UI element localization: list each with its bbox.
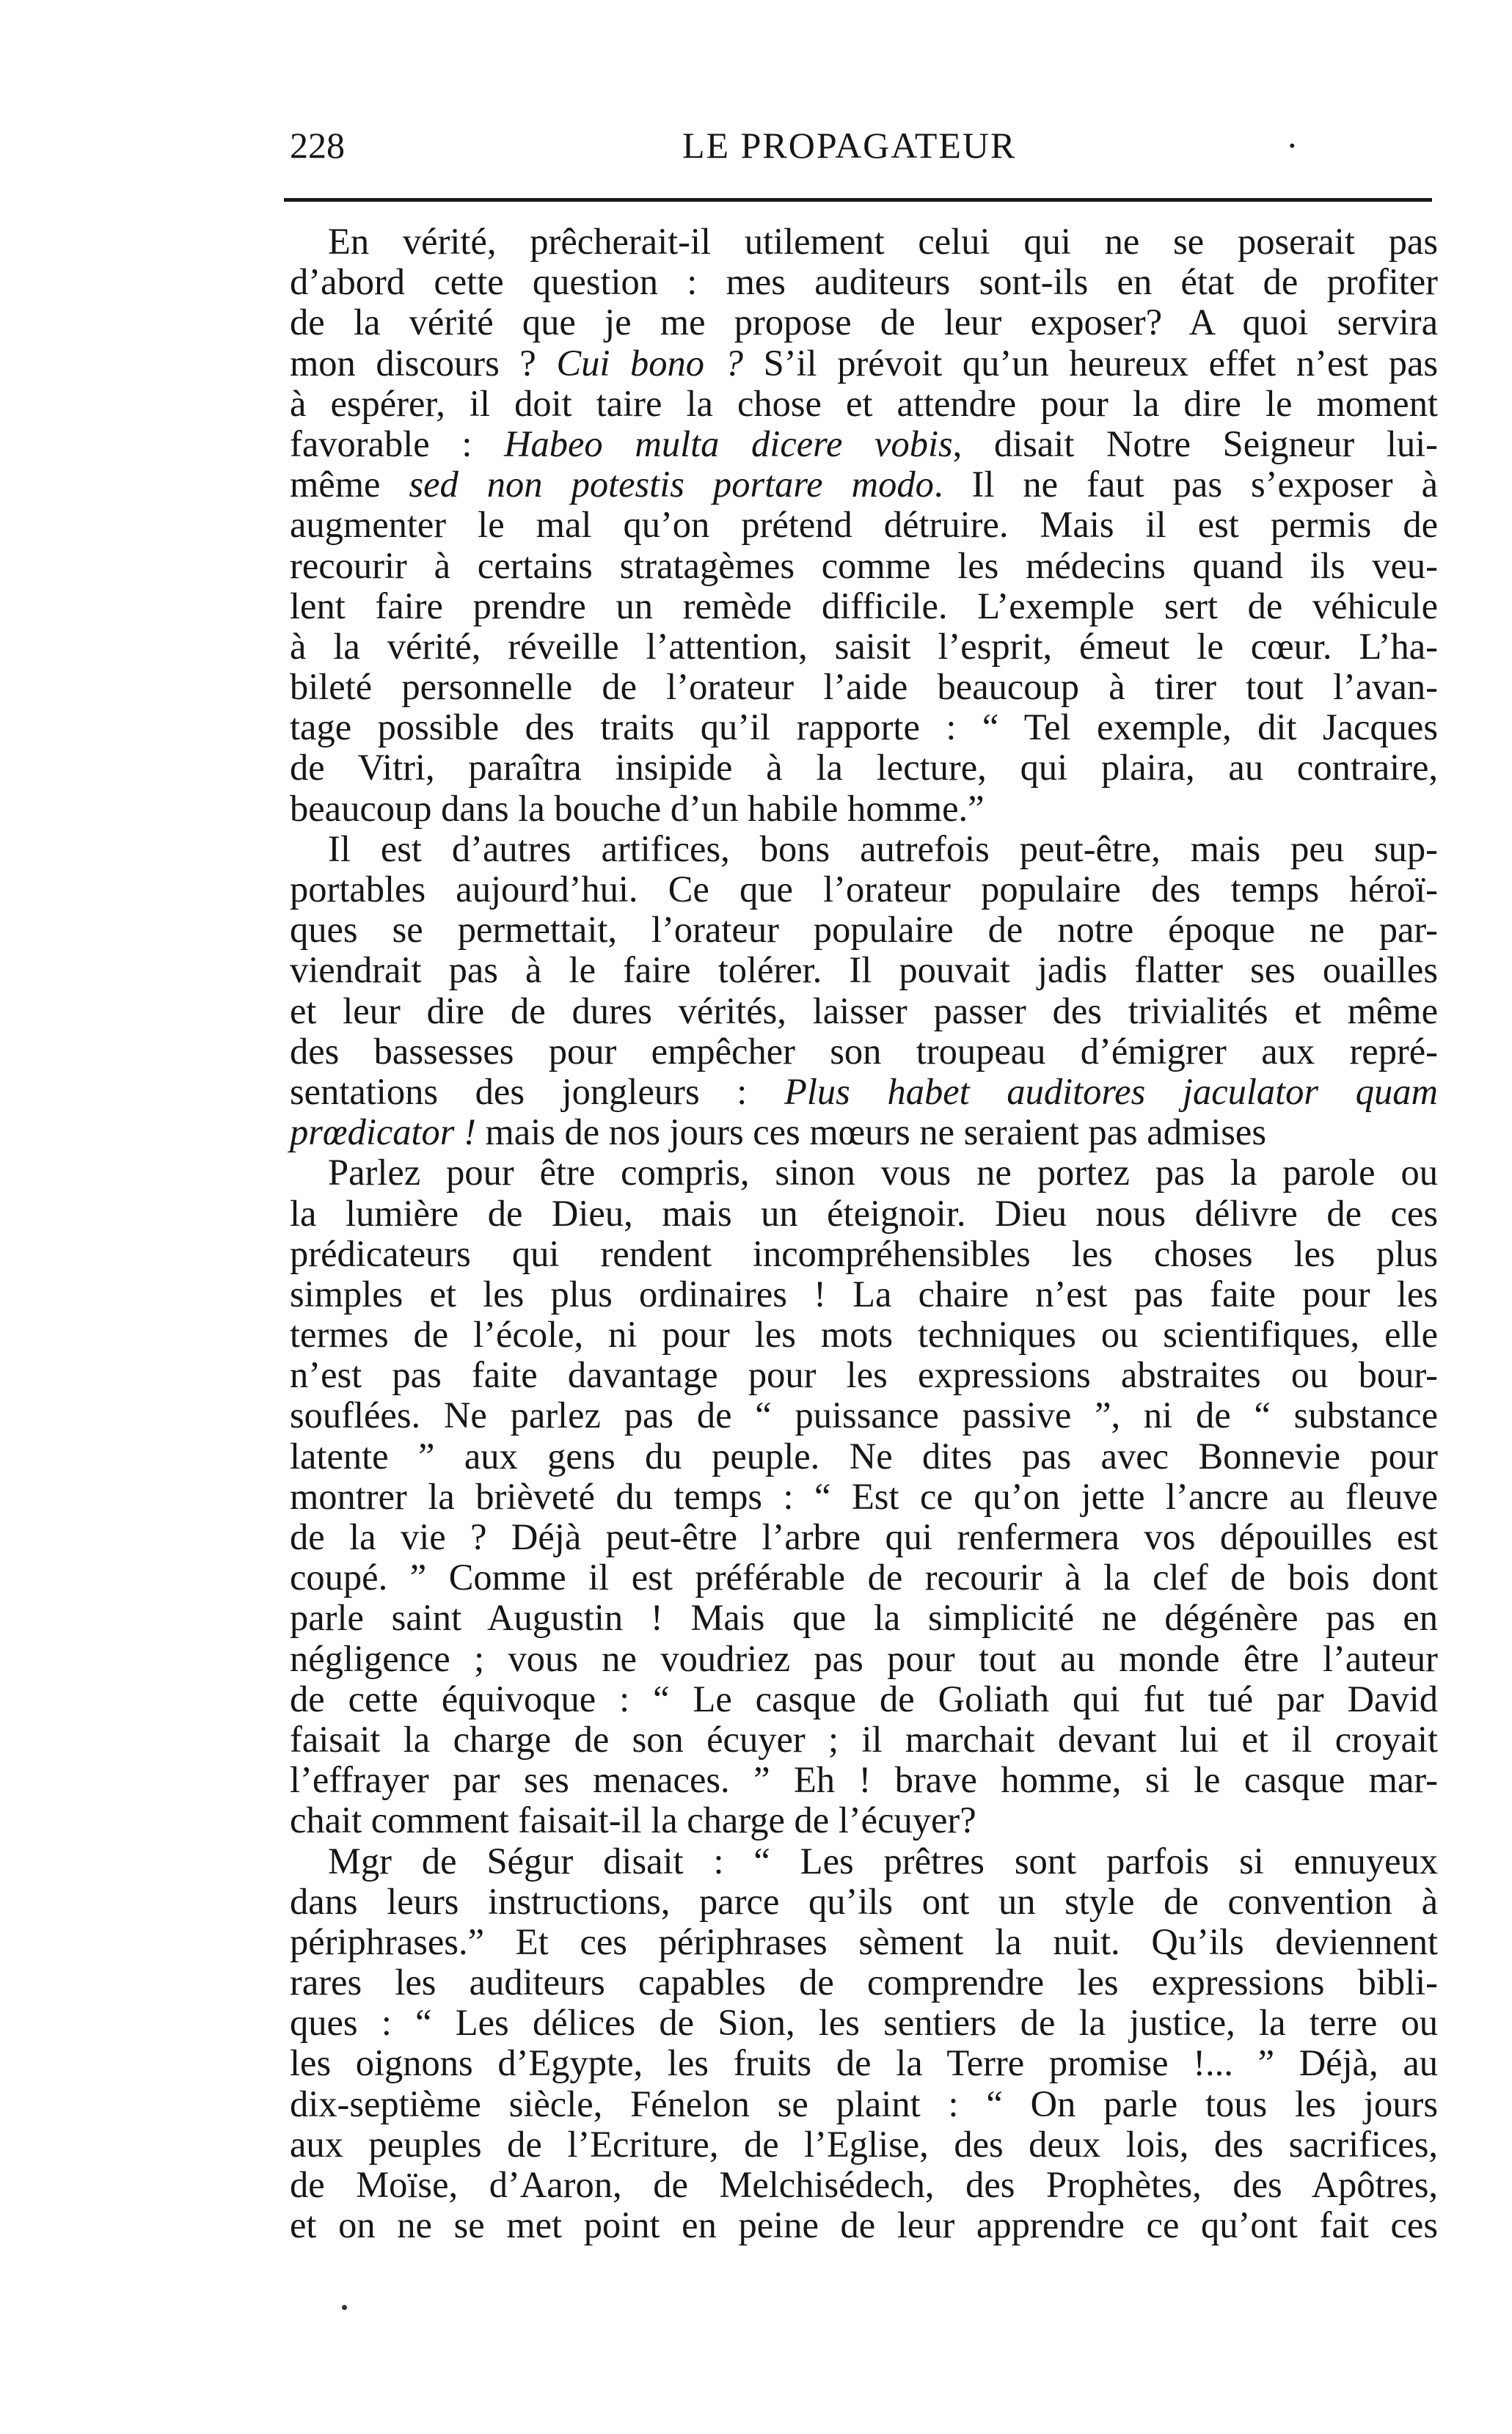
latin-quote: sed non potestis portare modo	[409, 464, 934, 505]
text-line: portables aujourd’hui. Ce que l’orateur populaire des temps héroï-	[290, 869, 1438, 910]
running-title: LE PROPAGATEUR	[682, 125, 1017, 166]
text-line: ques se permettait, l’orateur populaire de notre époque ne par-	[290, 909, 1438, 951]
text-line: à espérer, il doit taire la chose et attendre pour la dire le moment	[290, 382, 1438, 424]
text-line: favorable : Habeo multa dicere vobis, disait Notre Seigneur lui-	[290, 423, 1438, 464]
latin-quote: Cui bono ?	[556, 342, 743, 384]
latin-quote: Habeo multa dicere vobis	[504, 423, 953, 464]
text-line: simples et les plus ordinaires ! La chaire n’est pas faite pour les	[290, 1273, 1438, 1315]
text-line: à la vérité, réveille l’attention, saisit l’esprit, émeut le cœur. L’ha-	[290, 625, 1438, 667]
text-line: dans leurs instructions, parce qu’ils ont un style de convention à	[290, 1880, 1438, 1922]
text-line: beaucoup dans la bouche d’un habile homme.”	[290, 787, 985, 829]
header-mark: ·	[1286, 125, 1299, 166]
print-speck	[342, 2305, 347, 2310]
text-line: latente ” aux gens du peuple. Ne dites pas avec Bonnevie pour	[290, 1435, 1438, 1477]
text-line: et on ne se met point en peine de leur apprendre ce qu’ont fait ces	[290, 2204, 1438, 2246]
text-line: même sed non potestis portare modo. Il ne faut pas s’exposer à	[290, 464, 1438, 505]
text-line: les oignons d’Egypte, les fruits de la Terre promise !... ” Déjà, au	[290, 2042, 1438, 2084]
text-line: la lumière de Dieu, mais un éteignoir. Dieu nous délivre de ces	[290, 1192, 1438, 1234]
text-line: rares les auditeurs capables de comprendre les expressions bibli-	[290, 1962, 1438, 2003]
text-line: lent faire prendre un remède difficile. L’exemple sert de véhicule	[290, 585, 1438, 626]
text-line: prédicateurs qui rendent incompréhensibles les choses les plus	[290, 1232, 1438, 1274]
text-line: mon discours ? Cui bono ? S’il prévoit qu’un heureux effet n’est pas	[290, 342, 1439, 384]
latin-quote: Plus habet auditores jaculator quam	[784, 1070, 1438, 1112]
text-line: augmenter le mal qu’on prétend détruire. Mais il est permis de	[290, 504, 1438, 546]
text-line: Parlez pour être compris, sinon vous ne portez pas la parole ou	[328, 1152, 1438, 1194]
text-line: de la vérité que je me propose de leur exposer? A quoi servira	[290, 301, 1438, 343]
text-line: parle saint Augustin ! Mais que la simplicité ne dégénère pas en	[290, 1597, 1438, 1639]
text-line: de Vitri, paraîtra insipide à la lecture, qui plaira, au contraire,	[290, 747, 1438, 789]
text-line: Il est d’autres artifices, bons autrefois peut-être, mais peu sup-	[328, 827, 1438, 869]
text-line: et leur dire de dures vérités, laisser passer des trivialités et même	[290, 990, 1438, 1031]
page-number: 228	[290, 125, 345, 166]
text-line: bileté personnelle de l’orateur l’aide beaucoup à tirer tout l’avan-	[290, 666, 1438, 708]
latin-quote: prœdicator !	[290, 1111, 476, 1153]
text-line: n’est pas faite davantage pour les expressions abstraites ou bour-	[290, 1354, 1438, 1396]
text-line: de Moïse, d’Aaron, de Melchisédech, des Prophètes, des Apôtres,	[290, 2164, 1438, 2205]
text-line: aux peuples de l’Ecriture, de l’Eglise, des deux lois, des sacrifices,	[290, 2123, 1438, 2165]
text-line: des bassesses pour empêcher son troupeau d’émigrer aux repré-	[290, 1030, 1438, 1072]
text-line: l’effrayer par ses menaces. ” Eh ! brave homme, si le casque mar-	[290, 1759, 1438, 1801]
text-line: chait comment faisait-il la charge de l’écuyer?	[290, 1799, 976, 1841]
text-line: faisait la charge de son écuyer ; il marchait devant lui et il croyait	[290, 1718, 1438, 1760]
text-line: de la vie ? Déjà peut-être l’arbre qui renfermera vos dépouilles est	[290, 1516, 1438, 1557]
text-line: coupé. ” Comme il est préférable de recourir à la clef de bois dont	[290, 1557, 1438, 1598]
page-header	[290, 123, 1431, 167]
text-line: négligence ; vous ne voudriez pas pour tout au monde être l’auteur	[290, 1637, 1438, 1679]
header-rule	[284, 198, 1432, 202]
text-line: souflées. Ne parlez pas de “ puissance passive ”, ni de “ substance	[290, 1395, 1438, 1436]
text-line: périphrases.” Et ces périphrases sèment la nuit. Qu’ils deviennent	[290, 1920, 1438, 1962]
text-line: d’abord cette question : mes auditeurs sont-ils en état de profiter	[290, 261, 1438, 303]
text-line: sentations des jongleurs : Plus habet auditores jaculator quam	[290, 1070, 1438, 1112]
text-line: En vérité, prêcherait-il utilement celui qui ne se poserait pas	[328, 221, 1438, 262]
text-line: dix-septième siècle, Fénelon se plaint : “ On parle tous les jours	[290, 2083, 1438, 2124]
text-line: viendrait pas à le faire tolérer. Il pouvait jadis flatter ses ouailles	[290, 949, 1438, 991]
text-line: recourir à certains stratagèmes comme les médecins quand ils veu-	[290, 544, 1438, 586]
text-line: ques : “ Les délices de Sion, les sentiers de la justice, la terre ou	[290, 2002, 1438, 2044]
body-text	[290, 222, 1438, 2245]
text-line: termes de l’école, ni pour les mots techniques ou scientifiques, elle	[290, 1314, 1438, 1356]
text-line: tage possible des traits qu’il rapporte : “ Tel exemple, dit Jacques	[290, 706, 1438, 748]
text-line: prœdicator ! mais de nos jours ces mœurs ne seraient pas admises	[290, 1111, 1267, 1153]
text-line: Mgr de Ségur disait : “ Les prêtres sont parfois si ennuyeux	[328, 1840, 1438, 1882]
text-line: de cette équivoque : “ Le casque de Goliath qui fut tué par David	[290, 1678, 1438, 1719]
text-line: montrer la brièveté du temps : “ Est ce qu’on jette l’ancre au fleuve	[290, 1475, 1438, 1517]
